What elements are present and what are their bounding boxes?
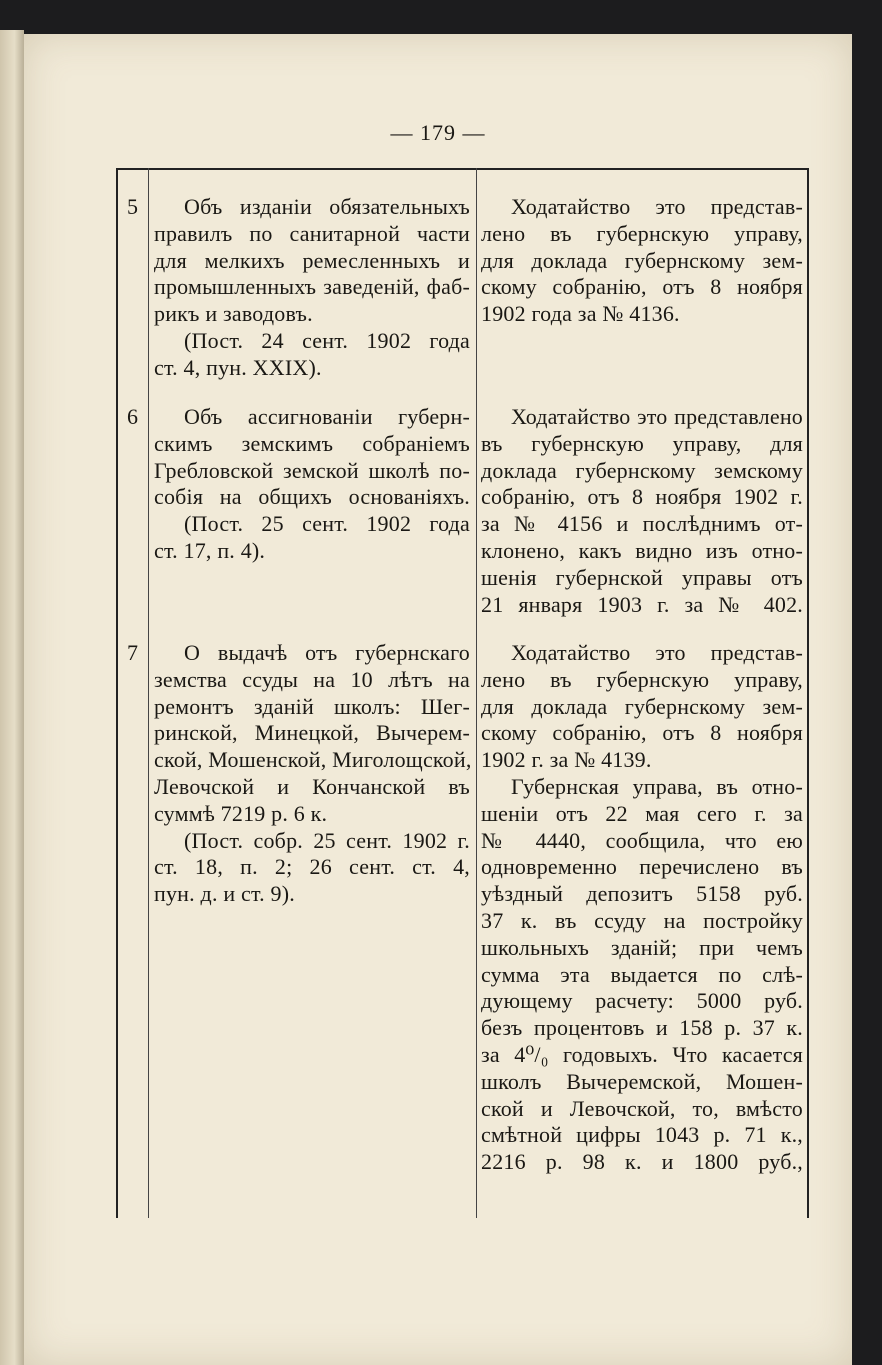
- text-line: рикъ и заводовъ.: [154, 301, 313, 327]
- text-line: лено въ губернскую управу,: [481, 220, 803, 246]
- book-edge-left: [0, 30, 24, 1365]
- text-line: ст. 18, п. 2; 26 сент. ст. 4,: [154, 854, 470, 880]
- text-line: за № 4156 и послѣднимъ от-: [481, 511, 803, 537]
- text-line: скому собранію, отъ 8 ноября: [481, 274, 803, 300]
- text-line: доклада губернскому земскому: [481, 457, 803, 483]
- text-line: Объ ассигнованіи губерн-: [184, 404, 470, 429]
- left-column-entry-6: [154, 404, 470, 565]
- left-column-entry-5: [154, 194, 470, 382]
- text-line: 1902 г. за № 4139.: [481, 747, 652, 773]
- text-line: (Пост. 25 сент. 1902 года: [184, 511, 470, 537]
- text-line: шенія губернской управы отъ: [481, 564, 803, 590]
- text-line: 37 к. въ ссуду на постройку: [481, 907, 803, 933]
- text-line: собія на общихъ основаніяхъ.: [154, 484, 470, 510]
- text-line: суммѣ 7219 р. 6 к.: [154, 800, 328, 826]
- left-column-entry-7: [154, 640, 470, 908]
- number-column-rule: [148, 168, 149, 1218]
- right-column-entry-6: [481, 404, 803, 618]
- table-left-rule: [116, 168, 118, 1218]
- text-line: промышленныхъ заведеній, фаб-: [154, 274, 470, 300]
- text-line: для мелкихъ ремесленныхъ и: [154, 247, 470, 273]
- text-line: Гребловской земской школѣ по-: [154, 457, 470, 483]
- text-line: въ губернскую управу, для: [481, 430, 803, 456]
- text-line: Левочской и Кончанской въ: [154, 773, 470, 799]
- text-line: О выдачѣ отъ губернскаго: [184, 640, 470, 665]
- right-column-entry-5: [481, 194, 803, 328]
- text-line: ст. 4, пун. XXIX).: [154, 354, 322, 380]
- text-line: 2216 р. 98 к. и 1800 руб.,: [481, 1149, 803, 1175]
- text-line: ской и Левочской, то, вмѣсто: [481, 1095, 803, 1121]
- text-line: ремонтъ зданій школъ: Шег-: [154, 693, 470, 719]
- text-line: сумма эта выдается по слѣ-: [481, 961, 803, 987]
- text-line: Ходатайство это представ-: [511, 194, 803, 219]
- text-line: Ходатайство это представлено: [511, 404, 803, 429]
- row-number: 7: [127, 640, 138, 665]
- text-line: безъ процентовъ и 158 р. 37 к.: [481, 1015, 803, 1041]
- text-line: уѣздный депозитъ 5158 руб.: [481, 881, 803, 907]
- text-line: школъ Вычеремской, Мошен-: [481, 1068, 803, 1094]
- text-line: скому собранію, отъ 8 ноября: [481, 720, 803, 746]
- text-line: шеніи отъ 22 мая сего г. за: [481, 800, 803, 826]
- column-divider-rule: [476, 168, 477, 1218]
- text-line: собранію, отъ 8 ноября 1902 г.: [481, 484, 803, 510]
- page-number: — 179 —: [390, 120, 486, 145]
- text-line: ринской, Минецкой, Вычерем-: [154, 720, 470, 746]
- table-right-rule: [807, 168, 809, 1218]
- row-number: 6: [127, 404, 138, 429]
- text-line: клонено, какъ видно изъ отно-: [481, 537, 803, 563]
- table-top-rule: [116, 168, 808, 170]
- right-column-entry-7: [481, 640, 803, 1176]
- text-line: земства ссуды на 10 лѣтъ на: [154, 666, 470, 692]
- book-page: [24, 34, 852, 1365]
- text-line: 21 января 1903 г. за № 402.: [481, 591, 803, 617]
- text-line: 1902 года за № 4136.: [481, 301, 680, 327]
- text-line: для доклада губернскому зем-: [481, 247, 803, 273]
- text-line: № 4440, сообщила, что ею: [481, 827, 803, 853]
- text-line: для доклада губернскому зем-: [481, 693, 803, 719]
- text-line: школьныхъ зданій; при чемъ: [481, 934, 803, 960]
- text-line: Губернская управа, въ отно-: [511, 773, 803, 799]
- text-line: ской, Мошенской, Миголощской,: [154, 747, 472, 773]
- text-line: лено въ губернскую управу,: [481, 666, 803, 692]
- text-line: Объ изданіи обязательныхъ: [184, 194, 470, 219]
- text-line: (Пост. 24 сент. 1902 года: [184, 327, 470, 353]
- text-line: правилъ по санитарной части: [154, 220, 470, 246]
- text-line: смѣтной цифры 1043 р. 71 к.,: [481, 1122, 803, 1148]
- row-number: 5: [127, 194, 138, 219]
- text-line: дующему расчету: 5000 руб.: [481, 988, 803, 1014]
- text-line: пун. д. и ст. 9).: [154, 881, 295, 907]
- text-line: (Пост. собр. 25 сент. 1902 г.: [184, 827, 470, 853]
- text-line: Ходатайство это представ-: [511, 640, 803, 665]
- text-line: одновременно перечислено въ: [481, 854, 803, 880]
- text-line: скимъ земскимъ собраніемъ: [154, 430, 470, 456]
- text-line: за 4⁰/₀ годовыхъ. Что касается: [481, 1041, 803, 1067]
- text-line: ст. 17, п. 4).: [154, 537, 266, 563]
